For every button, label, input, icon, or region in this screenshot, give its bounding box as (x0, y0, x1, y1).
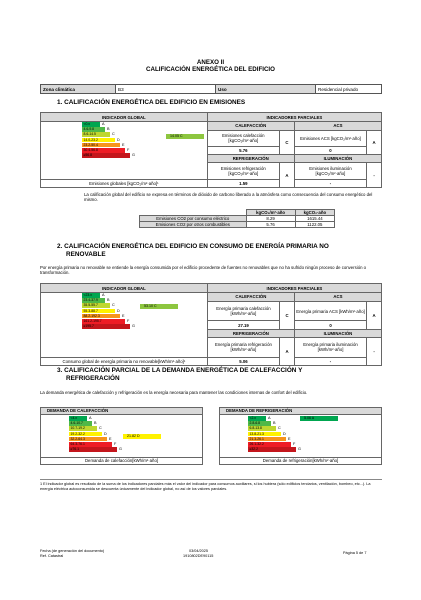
s2-global-header: INDICADOR GLOBAL (41, 284, 208, 293)
cool-demand-label: Demanda de refrigeración[kWh/m²·año] (220, 457, 381, 464)
footer-ref-value: 1910802DE90115 (183, 554, 214, 558)
cool-demand-title: DEMANDA DE REFRIGERACIÓN (220, 408, 381, 415)
co2-row1-v2: 1615.44 (295, 216, 334, 222)
s3-title (57, 367, 387, 383)
zona-label: Zona climática (41, 85, 116, 94)
cool-bar-d: 13.8-21.3 (248, 432, 281, 437)
s3-title-line2: REFRIGERACIÓN (66, 375, 120, 382)
s2-letter-g: G (132, 324, 135, 329)
s2-cal-label: Energía primaria calefacción [kWh/m²·año] (207, 301, 279, 321)
s2-letter-d: D (117, 308, 120, 313)
s3-title-line1: 3. CALIFICACIÓN PARCIAL DE LA DEMANDA ENERGÉTICA DE CALEFACCIÓN Y (57, 367, 303, 374)
s1-bar-c: 8.6-14.5 (82, 132, 110, 137)
s2-title-line2: RENOVABLE (66, 251, 106, 258)
s2-ilu-label: Energía primaria iluminación [kWh/m²·año] (294, 337, 366, 357)
cool-letter-c: C (278, 426, 281, 431)
s2-bar-f: 161.2-195.7 (82, 319, 125, 324)
co2-row2-label: Emisiones CO2 por otros combustibles (140, 222, 247, 228)
cool-bar-e: 21.3-26.1 (248, 437, 286, 442)
footer-page: Página 5 de 7 (343, 551, 367, 555)
heat-demand-title: DEMANDA DE CALEFACCIÓN (41, 408, 202, 415)
footnote: 1 El indicador global es resultado de la suma de los indicadores parciales más el valor del indicador para consumos auxiliares, si los hubiera (sólo edificios terciarios, ventilación, bombeo, etc...). La energía eléctrica autoconsumida se descuenta únicamente del indicador global, no así de los valores parciales. (40, 482, 371, 491)
co2-table (139, 209, 335, 228)
footer-date-value: 03/04/2025 (189, 549, 209, 553)
heat-letter-c: C (99, 426, 102, 431)
s2-ref-label: Energía primaria refrigeración [kWh/m²·año] (207, 337, 279, 357)
cool-bar-f: 26.1-32.2 (248, 442, 291, 447)
heat-bar-g: ≥76.1 (69, 447, 117, 452)
cool-letter-g: G (298, 447, 301, 452)
heat-letter-g: G (119, 447, 122, 452)
cool-bar-a: <2.x (248, 416, 266, 421)
heat-bar-a: <4.x (69, 416, 87, 421)
co2-row1-label: Emisiones CO2 por consumo eléctrico (140, 216, 247, 222)
meta-table (40, 84, 382, 94)
s1-letter-d: D (117, 137, 120, 142)
s2-acs-grade: A (367, 301, 382, 329)
heat-demand-box (40, 407, 203, 465)
s1-bar-b: 4.6-9.8 (82, 127, 105, 132)
cool-letter-e: E (288, 436, 291, 441)
annex-title: CALIFICACIÓN ENERGÉTICA DEL EDIFICIO (146, 66, 275, 73)
s1-ilu-grade: - (367, 163, 382, 188)
s2-ref-value: 5.06 (207, 357, 279, 365)
s2-global-label: Consumo global de energía primaria no renovable[kWh/m²·año]¹ (41, 357, 208, 365)
cool-bar-c: 6.8-13.8 (248, 426, 276, 431)
s1-cal-head: CALEFACCIÓN (207, 122, 294, 130)
s1-bar-d: 14.0-23.2 (82, 138, 115, 143)
s1-bar-a: <0.x (82, 122, 100, 127)
heat-bar-b: 4.6-10.7 (69, 421, 92, 426)
s2-ref-grade: A (280, 337, 295, 365)
s1-acs-value: 0 (294, 146, 366, 154)
s1-ref-label: Emisiones refrigeración [kgCO₂/m²·año] (207, 163, 279, 179)
cool-demand-box (219, 407, 382, 465)
cool-energy-scale (248, 416, 328, 454)
s2-title (57, 243, 387, 259)
s1-acs-label: Emisiones ACS [kgCO₂/m²·año] (294, 130, 366, 146)
s2-cal-head: CALEFACCIÓN (207, 293, 294, 301)
s2-cal-value: 27.19 (207, 321, 279, 329)
s1-pointer: 14.05 C (166, 134, 204, 139)
s1-bar-g: ≥56.8 (82, 153, 130, 158)
s2-bar-b: 23.4-37.9 (82, 298, 105, 303)
s2-bar-d: 55.3-88.7 (82, 309, 115, 314)
s2-bar-a: <23.x (82, 293, 100, 298)
s1-cal-grade: C (279, 130, 294, 155)
s2-letter-a: A (102, 293, 105, 297)
s2-acs-value: 0 (294, 321, 366, 329)
uso-value: Residencial privado (316, 85, 382, 94)
heat-bar-d: 19.2-32.2 (69, 432, 102, 437)
s1-letter-g: G (132, 153, 135, 158)
s1-ilu-label: Emisiones iluminación [kgCO₂/m²·año] (294, 163, 366, 179)
heat-bar-c: 10.7-19.2 (69, 426, 97, 431)
s2-energy-scale (82, 293, 162, 333)
heat-letter-d: D (104, 431, 107, 436)
s2-partial-header: INDICADORES PARCIALES (207, 284, 381, 293)
s1-ilu-value: - (294, 179, 366, 187)
s1-ilu-head: ILUMINACIÓN (294, 155, 381, 163)
cool-letter-a: A (268, 416, 271, 420)
s2-pointer: 53.10 C (140, 304, 178, 309)
s1-partial-header: INDICADORES PARCIALES (207, 113, 381, 122)
heat-letter-b: B (94, 421, 97, 426)
co2-header-2: kgCO₂·año (295, 210, 334, 216)
s1-block (40, 112, 382, 188)
s2-description: Por energía primaria no renovable se entiende la energía consumida por el edificio procedente de fuentes no renovables que no ha sufrido ningún proceso de conversión o transformación. (40, 265, 367, 276)
heat-bar-e: 32.2-64.3 (69, 437, 107, 442)
s2-ilu-grade: - (367, 337, 382, 365)
cool-letter-b: B (273, 421, 276, 426)
s2-cal-grade: C (280, 301, 295, 329)
s1-cal-value: 5.76 (207, 146, 279, 154)
annex-label: ANEXO II (196, 59, 225, 66)
s1-global-header: INDICADOR GLOBAL (41, 113, 208, 122)
co2-row2-v1: 5.76 (246, 222, 295, 228)
cool-bar-b: 2.8-6.8 (248, 421, 271, 426)
cool-letter-f: F (293, 442, 296, 446)
s1-ref-head: REFRIGERACIÓN (207, 155, 294, 163)
s2-letter-e: E (122, 313, 125, 318)
heat-letter-e: E (109, 436, 112, 441)
s1-letter-f: F (127, 148, 130, 152)
s2-letter-c: C (112, 303, 115, 308)
co2-header-1: kgCO₂/m²·año (246, 210, 295, 216)
cool-letter-d: D (283, 431, 286, 436)
s2-acs-label: Energía primaria ACS [kWh/m²·año] (294, 301, 366, 321)
s2-block (40, 283, 382, 366)
s2-ilu-head: ILUMINACIÓN (294, 329, 381, 337)
s2-letter-f: F (127, 319, 130, 323)
s2-bar-g: ≥195.7 (82, 324, 130, 329)
footnote-block (40, 479, 382, 492)
s1-ref-value: 1.59 (207, 179, 279, 187)
s2-acs-head: ACS (294, 293, 381, 301)
s1-letter-c: C (112, 132, 115, 137)
co2-row2-v2: 1122.05 (295, 222, 334, 228)
s2-ilu-value: - (294, 357, 366, 365)
s1-letter-a: A (102, 122, 105, 126)
zona-value: B3 (116, 85, 216, 94)
s2-ref-head: REFRIGERACIÓN (207, 329, 294, 337)
s1-bar-e: 23.2-50.4 (82, 143, 120, 148)
s1-bar-f: 30.4-56.8 (82, 148, 125, 153)
heat-demand-label: Demanda de calefacción[kWh/m²·año] (41, 457, 202, 464)
footer-ref-label: Ref. Catastral (40, 554, 64, 558)
uso-label: Uso (216, 85, 316, 94)
s1-letter-e: E (122, 142, 125, 147)
s1-acs-grade: A (367, 130, 382, 155)
cool-pointer: 5.06 A (300, 416, 338, 421)
heat-letter-f: F (114, 442, 117, 446)
heat-pointer: 21.82 D (123, 434, 161, 439)
s3-description: La demanda energética de calefacción y refrigeración es la energía necesaria para mantener las condiciones internas de confort del edificio. (40, 390, 308, 395)
cool-bar-g: ≥32.2 (248, 447, 296, 452)
s1-cal-label: Emisiones calefacción [kgCO₂/m²·año] (207, 130, 279, 146)
s2-bar-c: 35.5-55.7 (82, 303, 110, 308)
co2-row1-v1: 8.29 (246, 216, 295, 222)
s1-description: La calificación global del edificio se expresa en términos de dióxido de carbono liberado a la atmósfera como consecuencia del consumo energético del mismo. (84, 192, 373, 203)
s1-ref-grade: A (279, 163, 294, 188)
heat-bar-f: 64.3-76.1 (69, 442, 112, 447)
s2-letter-b: B (107, 298, 110, 303)
s1-energy-scale (82, 122, 162, 162)
s1-title: 1. CALIFICACIÓN ENERGÉTICA DEL EDIFICIO EN EMISIONES (57, 99, 246, 106)
s1-global-label: Emisiones globales [kgCO₂/m²·año]¹ (41, 179, 208, 187)
s2-bar-e: 88.2-192.3 (82, 314, 120, 319)
s1-letter-b: B (107, 127, 110, 132)
s1-acs-head: ACS (294, 122, 381, 130)
heat-letter-a: A (89, 416, 92, 420)
s2-title-line1: 2. CALIFICACIÓN ENERGÉTICA DEL EDIFICIO EN CONSUMO DE ENERGÍA PRIMARIA NO (57, 243, 329, 250)
footer-date-label: Fecha (de generación del documento) (40, 549, 105, 553)
